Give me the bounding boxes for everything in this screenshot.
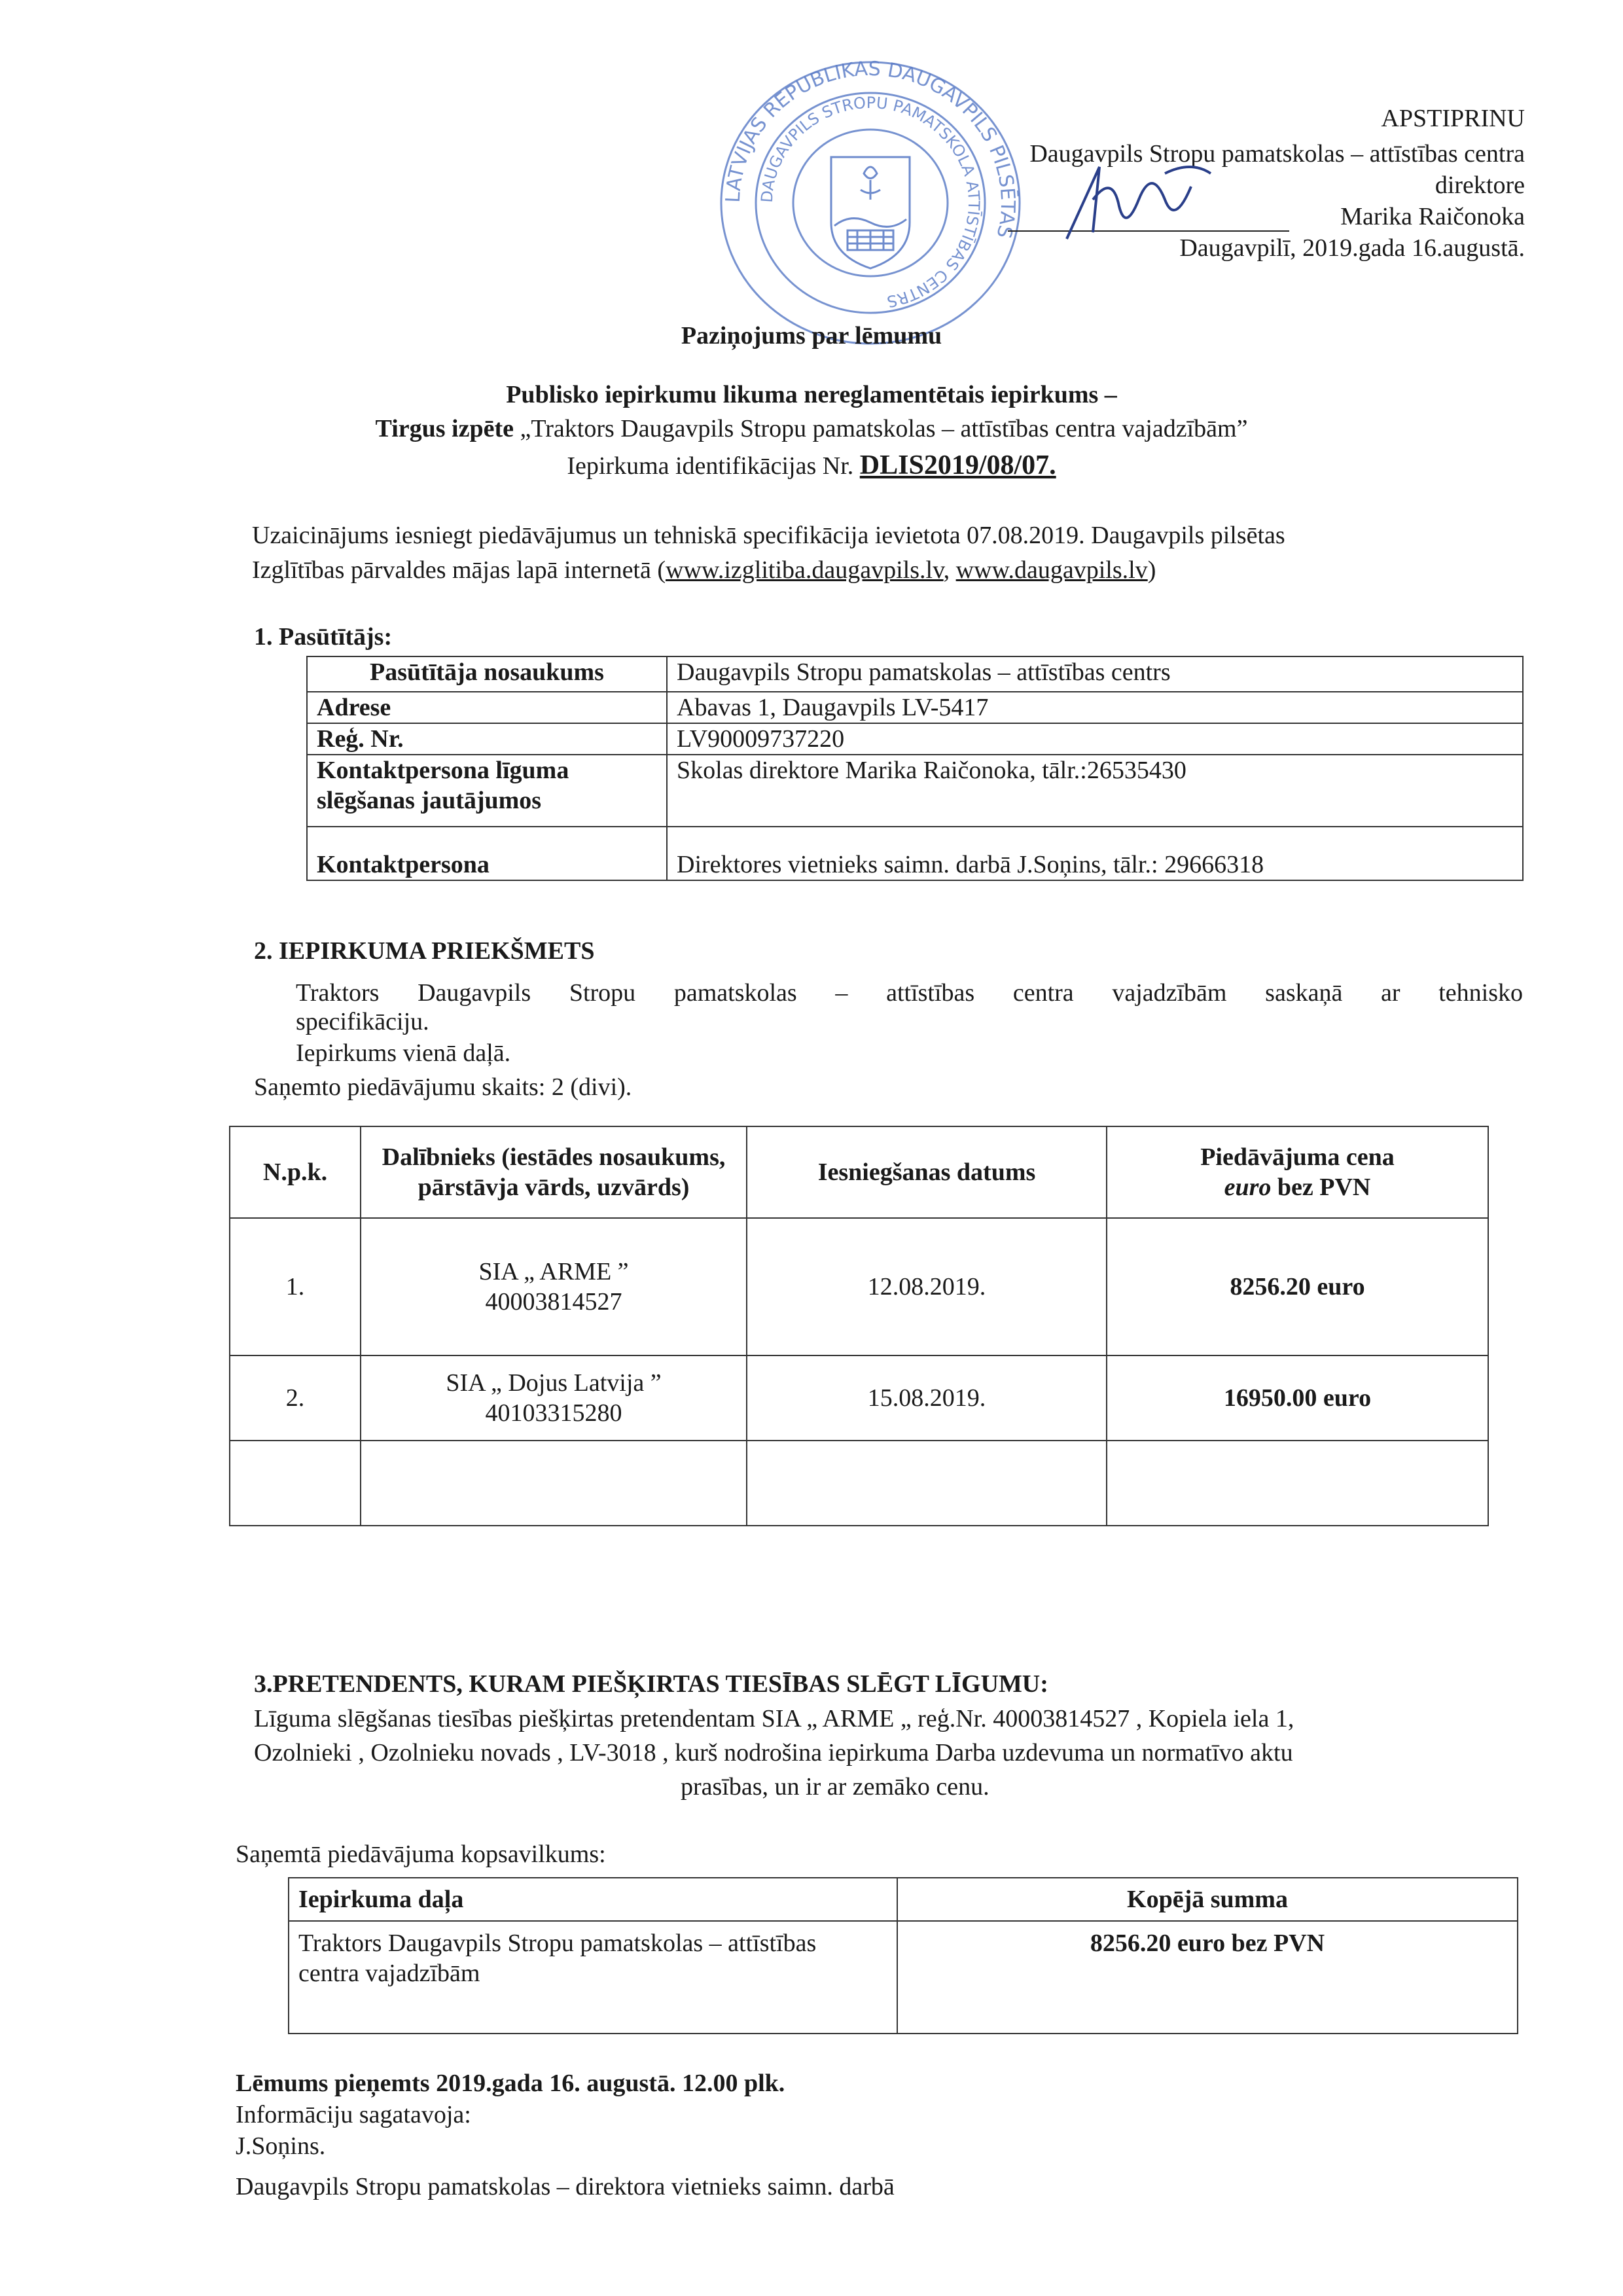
customer-name-value: Daugavpils Stropu pamatskolas – attīstības centrs [667, 656, 1523, 692]
summary-table [288, 1877, 1518, 2034]
page-title: Paziņojums par lēmumu [681, 322, 942, 350]
contract-contact-key: Kontaktpersona līguma slēgšanas jautājumos [307, 755, 667, 827]
customer-table [306, 656, 1524, 881]
summary-label: Saņemtā piedāvājuma kopsavilkums: [236, 1840, 606, 1868]
procurement-subject-label: Tirgus izpēte [375, 415, 520, 442]
section2-heading: 2. IEPIRKUMA PRIEKŠMETS [254, 937, 595, 965]
reg-no-key: Reģ. Nr. [307, 723, 667, 755]
empty-cell [230, 1441, 361, 1526]
col-price [1107, 1126, 1488, 1218]
address-key: Adrese [307, 692, 667, 723]
summary-part [289, 1921, 897, 2034]
section2-text-3: Iepirkums vienā daļā. [296, 1039, 511, 1067]
bid-price: 16950.00 euro [1107, 1355, 1488, 1441]
intro-line-2 [252, 555, 1156, 585]
bid-date: 15.08.2019. [747, 1355, 1107, 1441]
table-row [230, 1218, 1488, 1355]
bid-participant [361, 1218, 747, 1355]
procurement-id-label: Iepirkuma identifikācijas Nr. [567, 452, 860, 480]
table-row [289, 1921, 1518, 2034]
bid-participant-name: SIA „ Dojus Latvija ” [446, 1369, 662, 1397]
link-izglitiba[interactable]: www.izglitiba.daugavpils.lv [666, 556, 944, 584]
bid-npk: 2. [230, 1355, 361, 1441]
reg-no-value: LV90009737220 [667, 723, 1523, 755]
received-offers-count: Saņemto piedāvājumu skaits: 2 (divi). [254, 1073, 632, 1101]
col-part: Iepirkuma daļa [289, 1878, 897, 1921]
link-daugavpils[interactable]: www.daugavpils.lv [955, 556, 1148, 584]
stamp-outer-text: LATVIJAS REPUBLIKAS DAUGAVPILS PILSĒTAS [721, 59, 1020, 241]
procurement-id-value: DLIS2019/08/07. [859, 450, 1056, 480]
empty-cell [1107, 1441, 1488, 1526]
bid-participant-name: SIA „ ARME ” [478, 1258, 629, 1285]
section3-text-3: prasības, un ir ar zemāko cenu. [681, 1773, 990, 1801]
table-row [307, 692, 1523, 723]
procurement-id [0, 450, 1623, 481]
approval-date: Daugavpilī, 2019.gada 16.augustā. [1179, 234, 1525, 262]
col-participant-line1: Dalībnieks (iestādes nosaukums, [382, 1143, 726, 1171]
empty-cell [361, 1441, 747, 1526]
table-row [307, 827, 1523, 880]
col-price-currency: euro [1224, 1174, 1272, 1201]
bid-date: 12.08.2019. [747, 1218, 1107, 1355]
bid-npk: 1. [230, 1218, 361, 1355]
table-row [230, 1355, 1488, 1441]
contact-value: Direktores vietnieks saimn. darbā J.Soņins, tālr.: 29666318 [667, 827, 1523, 880]
stamp-inner-text: DAUGAVPILS STROPU PAMATSKOLA ATTĪSTĪBAS CENTRS [757, 93, 984, 311]
col-npk: N.p.k. [230, 1126, 361, 1218]
contract-contact-value: Skolas direktore Marika Raičonoka, tālr.:26535430 [667, 755, 1523, 827]
col-participant [361, 1126, 747, 1218]
approval-name: Marika Raičonoka [1340, 203, 1525, 230]
table-header-row [230, 1126, 1488, 1218]
procurement-subject [0, 414, 1623, 444]
procurement-subject-text: „Traktors Daugavpils Stropu pamatskolas – attīstības centra vajadzībām” [520, 415, 1248, 442]
intro-line-1: Uzaicinājums iesniegt piedāvājumus un tehniskā specifikācija ievietota 07.08.2019. Daugavpils pilsētas [252, 522, 1285, 549]
col-date: Iesniegšanas datums [747, 1126, 1107, 1218]
decision-date: Lēmums pieņemts 2019.gada 16. augustā. 12.00 plk. [236, 2070, 785, 2097]
section3-heading: 3.PRETENDENTS, KURAM PIEŠĶIRTAS TIESĪBAS SLĒGT LĪGUMU: [254, 1670, 1048, 1698]
bids-table [229, 1126, 1489, 1526]
section3-text-1: Līguma slēgšanas tiesības piešķirtas pretendentam SIA „ ARME „ reģ.Nr. 40003814527 , Kopiela iela 1, [254, 1705, 1294, 1732]
prepared-by-name: J.Soņins. [236, 2132, 326, 2160]
section2-text-1: Traktors Daugavpils Stropu pamatskolas – attīstības centra vajadzībām saskaņā ar tehnisko [296, 979, 1523, 1007]
section2-text-2: specifikāciju. [296, 1008, 429, 1035]
approval-position: direktore [1435, 171, 1525, 199]
intro-close: ) [1147, 556, 1156, 584]
address-value: Abavas 1, Daugavpils LV-5417 [667, 692, 1523, 723]
customer-name-key: Pasūtītāja nosaukums [307, 656, 667, 692]
section3-text-2: Ozolnieki , Ozolnieku novads , LV-3018 , kurš nodrošina iepirkuma Darba uzdevuma un normatīvo aktu [254, 1739, 1293, 1767]
col-price-line1: Piedāvājuma cena [1200, 1143, 1395, 1171]
bid-participant-reg: 40003814527 [485, 1288, 622, 1316]
section1-heading: 1. Pasūtītājs: [254, 623, 393, 651]
procurement-type: Publisko iepirkumu likuma nereglamentētais iepirkums – [506, 381, 1117, 408]
intro-text: Izglītības pārvaldes mājas lapā internetā ( [252, 556, 666, 584]
col-total: Kopējā summa [897, 1878, 1518, 1921]
table-header-row [289, 1878, 1518, 1921]
empty-cell [747, 1441, 1107, 1526]
summary-part-line2: centra vajadzībām [298, 1960, 480, 1987]
table-row [230, 1441, 1488, 1526]
table-row [307, 755, 1523, 827]
table-row [307, 656, 1523, 692]
prepared-by-role: Daugavpils Stropu pamatskolas – direktora vietnieks saimn. darbā [236, 2173, 895, 2200]
bid-price: 8256.20 euro [1107, 1218, 1488, 1355]
intro-separator: , [943, 556, 956, 584]
table-row [307, 723, 1523, 755]
summary-part-line1: Traktors Daugavpils Stropu pamatskolas – attīstības [298, 1929, 817, 1957]
summary-total: 8256.20 euro bez PVN [897, 1921, 1518, 2034]
prepared-by-label: Informāciju sagatavoja: [236, 2101, 471, 2128]
bid-participant [361, 1355, 747, 1441]
contact-key: Kontaktpersona [307, 827, 667, 880]
approval-school: Daugavpils Stropu pamatskolas – attīstības centra [1029, 140, 1525, 168]
signature-icon [1054, 154, 1224, 252]
col-price-vat: bez PVN [1271, 1174, 1371, 1201]
col-participant-line2: pārstāvja vārds, uzvārds) [418, 1174, 690, 1201]
approval-title: APSTIPRINU [1381, 105, 1525, 132]
bid-participant-reg: 40103315280 [485, 1399, 622, 1427]
